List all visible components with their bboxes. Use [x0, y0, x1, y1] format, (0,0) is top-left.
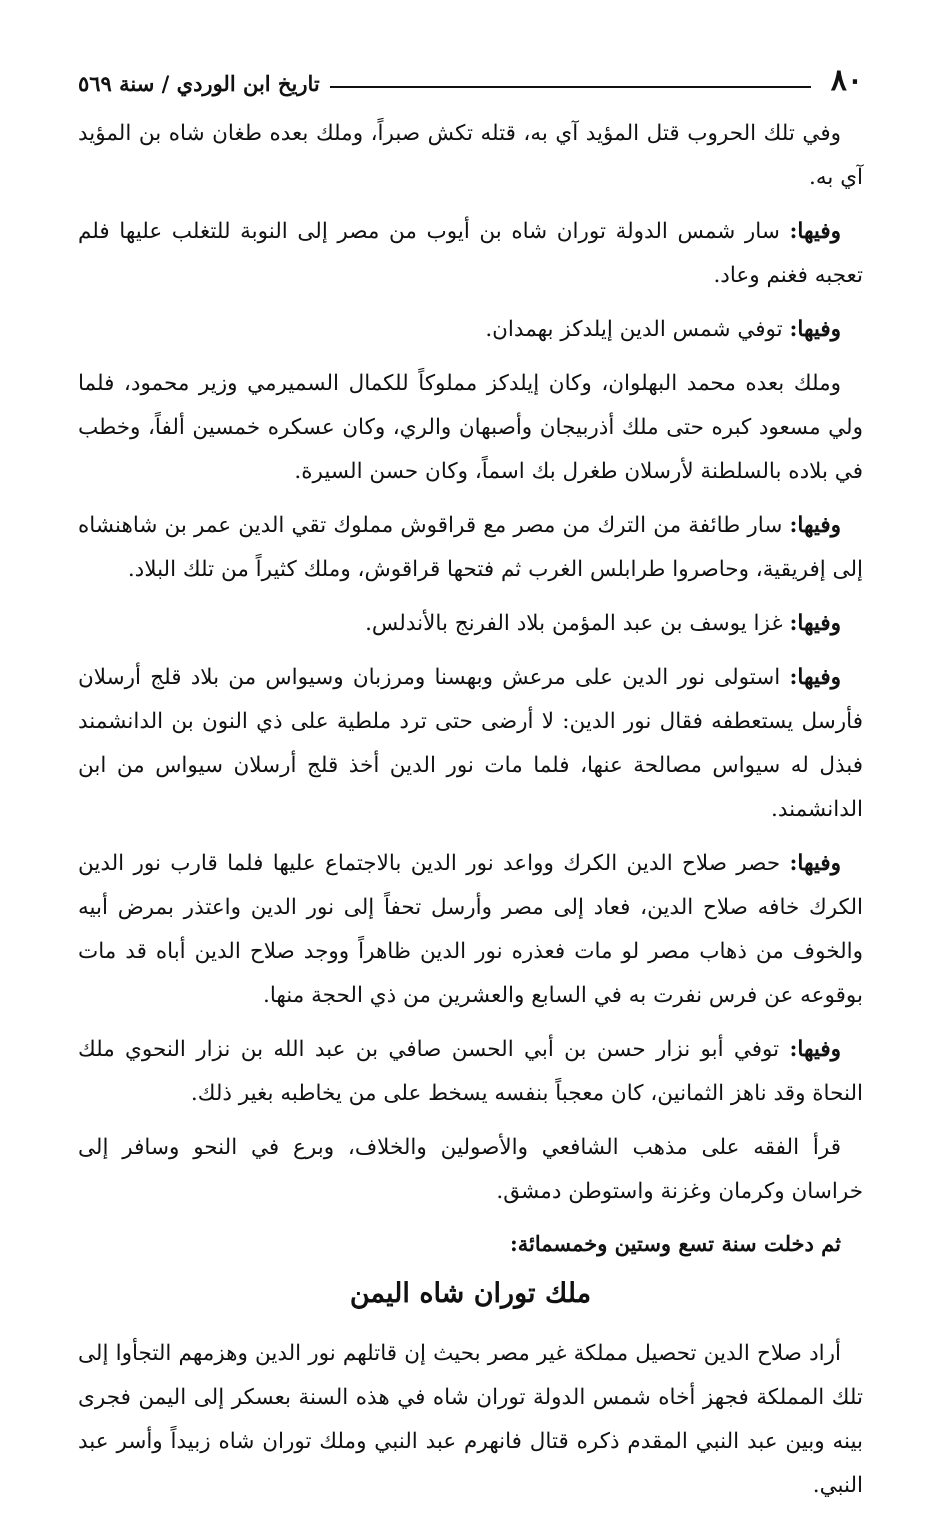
- paragraph-lead: وفيها:: [789, 513, 841, 538]
- paragraph: [78, 362, 863, 494]
- paragraph-lead: وفيها:: [789, 611, 841, 636]
- paragraph-lead: وفيها:: [789, 851, 841, 876]
- paragraph-text: وملك بعده محمد البهلوان، وكان إيلدكز مملوكاً للكمال السميرمي وزير محمود، فلما ولي مسعود كبره حتى ملك أذربيجان وأصبهان والري، وكان عسكره خمسين ألفاً، وخطب في بلاده بالسلطنة لأرسلان طغرل بك اسماً، وكان حسن السيرة.: [78, 371, 863, 484]
- paragraph: [78, 308, 863, 352]
- closing-paragraph: أراد صلاح الدين تحصيل مملكة غير مصر بحيث إن قاتلهم نور الدين وهزمهم التجأوا إلى تلك المملكة فجهز أخاه شمس الدولة توران شاه في هذه السنة بعسكر إلى اليمن فجرى بينه وبين عبد النبي المقدم ذكره قتال فانهرم عبد النبي وملك توران شاه زبيداً وأسر عبد النبي.: [78, 1341, 863, 1498]
- chapter-title: ملك توران شاه اليمن: [349, 1278, 592, 1309]
- paragraph: [78, 842, 863, 1018]
- paragraph-lead: وفيها:: [789, 317, 841, 342]
- paragraph-text: سار طائفة من الترك من مصر مع قراقوش مملوك تقي الدين عمر بن شاهنشاه إلى إفريقية، وحاصروا طرابلس الغرب ثم فتحها قراقوش، وملك كثيراً من تلك البلاد.: [78, 513, 863, 582]
- paragraph-lead: وفيها:: [789, 219, 841, 244]
- header-rule: [330, 86, 811, 88]
- paragraph: [78, 1126, 863, 1214]
- year-subheading: ثم دخلت سنة تسع وستين وخمسمائة:: [509, 1231, 841, 1256]
- paragraph: [78, 656, 863, 832]
- paragraph-text: سار شمس الدولة توران شاه بن أيوب من مصر إلى النوبة للتغلب عليها فلم تعجبه فغنم وعاد.: [78, 219, 863, 288]
- book-page: [78, 50, 863, 1518]
- paragraph: [78, 1028, 863, 1116]
- running-head: تاريخ ابن الوردي / سنة ٥٦٩: [78, 71, 320, 96]
- paragraph-text: غزا يوسف بن عبد المؤمن بلاد الفرنج بالأندلس.: [365, 611, 790, 636]
- paragraph-text: استولى نور الدين على مرعش وبهسنا ومرزبان وسيواس من بلاد قلج أرسلان فأرسل يستعطفه فقال نور الدين: لا أرضى حتى ترد ملطية على ذي النون بن الدانشمند فبذل له سيواس مصالحة عنها، فلما مات نور الدين أخذ قلج أرسلان سيواس من ابن الدانشمند.: [78, 665, 863, 822]
- paragraph: [78, 210, 863, 298]
- paragraph: [78, 504, 863, 592]
- paragraph-lead: وفيها:: [789, 1037, 841, 1062]
- paragraph-text: توفي شمس الدين إيلدكز بهمدان.: [485, 317, 790, 342]
- paragraph-text: وفي تلك الحروب قتل المؤيد آي به، قتله تكش صبراً، وملك بعده طغان شاه بن المؤيد آي به.: [78, 121, 863, 190]
- paragraph-lead: وفيها:: [789, 665, 841, 690]
- body-text: [78, 112, 863, 1508]
- paragraph-text: قرأ الفقه على مذهب الشافعي والأصولين والخلاف، وبرع في النحو وسافر إلى خراسان وكرمان وغزنة واستوطن دمشق.: [78, 1135, 863, 1204]
- paragraph: [78, 112, 863, 200]
- page-number: ٨٠: [830, 63, 863, 98]
- paragraph-text: حصر صلاح الدين الكرك وواعد نور الدين بالاجتماع عليها فلما قارب نور الدين الكرك خافه صلاح الدين، فعاد إلى مصر وأرسل تحفاً إلى نور الدين واعتذر بمرض أبيه والخوف من ذهاب مصر لو مات فعذره نور الدين ظاهراً ووجد صلاح الدين أباه قد مات بوقوعه عن فرس نفرت به في السابع والعشرين من ذي الحجة منها.: [78, 851, 863, 1008]
- page-header: [78, 50, 863, 96]
- paragraph: [78, 602, 863, 646]
- paragraph-text: توفي أبو نزار حسن بن أبي الحسن صافي بن عبد الله بن نزار النحوي ملك النحاة وقد ناهز الثمانين، كان معجباً بنفسه يسخط على من يخاطبه بغير ذلك.: [78, 1037, 863, 1106]
